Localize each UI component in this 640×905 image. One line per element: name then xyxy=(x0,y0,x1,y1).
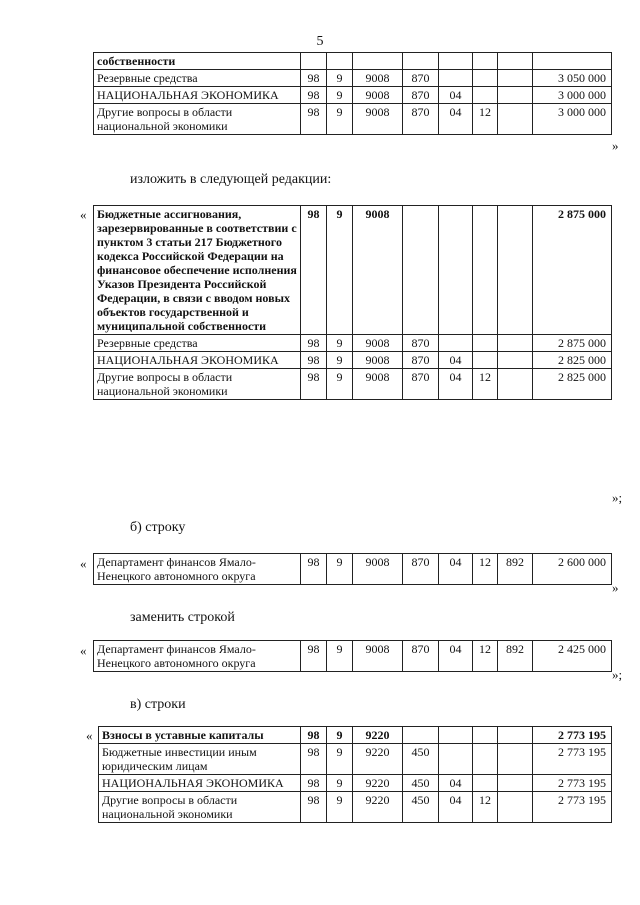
row-name: собственности xyxy=(94,53,301,70)
table-row xyxy=(94,206,612,335)
code-pr: 12 xyxy=(473,792,498,823)
code-pp: 9 xyxy=(327,104,353,135)
table-row xyxy=(94,641,612,672)
row-amount: 2 825 000 xyxy=(533,352,612,369)
code-vr: 870 xyxy=(403,352,439,369)
code-gp: 98 xyxy=(301,554,327,585)
code-dir: 9008 xyxy=(353,104,403,135)
code-pr xyxy=(473,744,498,775)
row-amount: 2 875 000 xyxy=(533,206,612,335)
table-row xyxy=(94,335,612,352)
code-gp: 98 xyxy=(301,70,327,87)
code-vr: 870 xyxy=(403,335,439,352)
open-quote: « xyxy=(80,643,87,658)
code-rz xyxy=(439,335,473,352)
code-gp: 98 xyxy=(301,792,327,823)
code-pp: 9 xyxy=(327,206,353,335)
close-quote: » xyxy=(612,138,619,153)
code-dir: 9220 xyxy=(353,744,403,775)
code-vr: 870 xyxy=(403,554,439,585)
table-row xyxy=(99,744,612,775)
code-pr: 12 xyxy=(473,369,498,400)
row-name: Бюджетные ассигнования, зарезервированные в соответствии с пунктом 3 статьи 217 Бюджетного кодекса Российской Федерации на финансовое обеспечение исполнения Указов Президента Российской Федерации, в связи с вводом новых объектов государственной и муниципальной собственности xyxy=(94,206,301,335)
open-quote: « xyxy=(80,556,87,571)
row-amount: 2 773 195 xyxy=(533,792,612,823)
close-quote: » xyxy=(612,580,619,595)
row-name: Бюджетные инвестиции иным юридическим лицам xyxy=(99,744,301,775)
code-rz: 04 xyxy=(439,369,473,400)
budget-table-capital xyxy=(98,726,612,823)
code-dir: 9008 xyxy=(353,369,403,400)
code-grbs xyxy=(498,369,533,400)
code-pp: 9 xyxy=(327,641,353,672)
row-name: Другие вопросы в области национальной экономики xyxy=(94,369,301,400)
code-pp: 9 xyxy=(327,352,353,369)
code-grbs xyxy=(498,744,533,775)
code-dir: 9220 xyxy=(353,727,403,744)
code-pr: 12 xyxy=(473,641,498,672)
table-row xyxy=(94,352,612,369)
code-grbs xyxy=(498,70,533,87)
row-amount: 2 773 195 xyxy=(533,727,612,744)
row-amount: 3 000 000 xyxy=(533,104,612,135)
code-rz: 04 xyxy=(439,104,473,135)
code-grbs xyxy=(498,104,533,135)
code-rz: 04 xyxy=(439,87,473,104)
code-gp: 98 xyxy=(301,87,327,104)
code-grbs xyxy=(498,792,533,823)
budget-table-new-reserve xyxy=(93,205,612,400)
row-name: Резервные средства xyxy=(94,335,301,352)
table-row xyxy=(94,554,612,585)
row-amount: 2 773 195 xyxy=(533,744,612,775)
budget-table-old-department xyxy=(93,553,612,585)
code-vr: 870 xyxy=(403,87,439,104)
code-pr: 12 xyxy=(473,104,498,135)
code-pp: 9 xyxy=(327,335,353,352)
code-vr: 870 xyxy=(403,641,439,672)
code-pr: 12 xyxy=(473,554,498,585)
code-pp: 9 xyxy=(327,554,353,585)
table-row xyxy=(94,104,612,135)
code-rz xyxy=(439,70,473,87)
code-vr: 450 xyxy=(403,744,439,775)
row-amount: 2 773 195 xyxy=(533,775,612,792)
code-dir: 9008 xyxy=(353,335,403,352)
code-rz xyxy=(439,744,473,775)
code-gp: 98 xyxy=(301,775,327,792)
table-row xyxy=(99,727,612,744)
row-name: Взносы в уставные капиталы xyxy=(99,727,301,744)
code-vr: 870 xyxy=(403,70,439,87)
code-pp: 9 xyxy=(327,87,353,104)
code-dir: 9220 xyxy=(353,775,403,792)
budget-table-new-department xyxy=(93,640,612,672)
code-dir: 9008 xyxy=(353,352,403,369)
code-gp: 98 xyxy=(301,369,327,400)
table-row xyxy=(94,369,612,400)
code-pr xyxy=(473,87,498,104)
code-dir: 9220 xyxy=(353,792,403,823)
code-pp: 9 xyxy=(327,744,353,775)
table-row xyxy=(94,53,612,70)
row-amount: 2 875 000 xyxy=(533,335,612,352)
code-pr xyxy=(473,775,498,792)
code-pp: 9 xyxy=(327,369,353,400)
code-grbs xyxy=(498,87,533,104)
code-gp: 98 xyxy=(301,335,327,352)
code-dir: 9008 xyxy=(353,641,403,672)
code-pp: 9 xyxy=(327,727,353,744)
row-name: Другие вопросы в области национальной экономики xyxy=(99,792,301,823)
page-number: 5 xyxy=(316,34,324,49)
code-pp: 9 xyxy=(327,792,353,823)
code-rz: 04 xyxy=(439,792,473,823)
row-name: НАЦИОНАЛЬНАЯ ЭКОНОМИКА xyxy=(94,352,301,369)
table-row xyxy=(99,775,612,792)
table-row xyxy=(99,792,612,823)
code-gp: 98 xyxy=(301,641,327,672)
code-pr xyxy=(473,70,498,87)
code-vr: 450 xyxy=(403,775,439,792)
instruction-text: заменить строкой xyxy=(130,610,235,625)
code-vr: 450 xyxy=(403,792,439,823)
code-rz: 04 xyxy=(439,775,473,792)
row-amount: 3 000 000 xyxy=(533,87,612,104)
code-dir: 9008 xyxy=(353,554,403,585)
code-grbs: 892 xyxy=(498,554,533,585)
row-name: Департамент финансов Ямало-Ненецкого автономного округа xyxy=(94,641,301,672)
code-rz: 04 xyxy=(439,352,473,369)
row-name: Департамент финансов Ямало-Ненецкого автономного округа xyxy=(94,554,301,585)
code-gp: 98 xyxy=(301,104,327,135)
budget-table-old-reserve xyxy=(93,52,612,135)
code-vr: 870 xyxy=(403,369,439,400)
code-rz: 04 xyxy=(439,554,473,585)
code-gp: 98 xyxy=(301,206,327,335)
row-name: Другие вопросы в области национальной экономики xyxy=(94,104,301,135)
code-gp: 98 xyxy=(301,744,327,775)
code-rz: 04 xyxy=(439,641,473,672)
instruction-text: изложить в следующей редакции: xyxy=(130,172,332,187)
instruction-text: в) строки xyxy=(130,697,186,712)
code-pp: 9 xyxy=(327,775,353,792)
row-amount: 2 425 000 xyxy=(533,641,612,672)
code-gp: 98 xyxy=(301,727,327,744)
instruction-text: б) строку xyxy=(130,520,186,535)
row-name: НАЦИОНАЛЬНАЯ ЭКОНОМИКА xyxy=(99,775,301,792)
code-grbs xyxy=(498,335,533,352)
code-vr: 870 xyxy=(403,104,439,135)
code-dir: 9008 xyxy=(353,206,403,335)
row-amount: 2 825 000 xyxy=(533,369,612,400)
code-grbs xyxy=(498,775,533,792)
close-quote: »; xyxy=(612,667,623,682)
code-pr xyxy=(473,352,498,369)
row-amount: 2 600 000 xyxy=(533,554,612,585)
table-row xyxy=(94,87,612,104)
code-pp: 9 xyxy=(327,70,353,87)
code-dir: 9008 xyxy=(353,70,403,87)
open-quote: « xyxy=(86,728,93,743)
code-grbs xyxy=(498,352,533,369)
close-quote: »; xyxy=(612,490,623,505)
row-name: НАЦИОНАЛЬНАЯ ЭКОНОМИКА xyxy=(94,87,301,104)
open-quote: « xyxy=(80,207,87,222)
code-dir: 9008 xyxy=(353,87,403,104)
code-grbs: 892 xyxy=(498,641,533,672)
row-amount: 3 050 000 xyxy=(533,70,612,87)
code-pr xyxy=(473,335,498,352)
code-gp: 98 xyxy=(301,352,327,369)
table-row xyxy=(94,70,612,87)
row-name: Резервные средства xyxy=(94,70,301,87)
